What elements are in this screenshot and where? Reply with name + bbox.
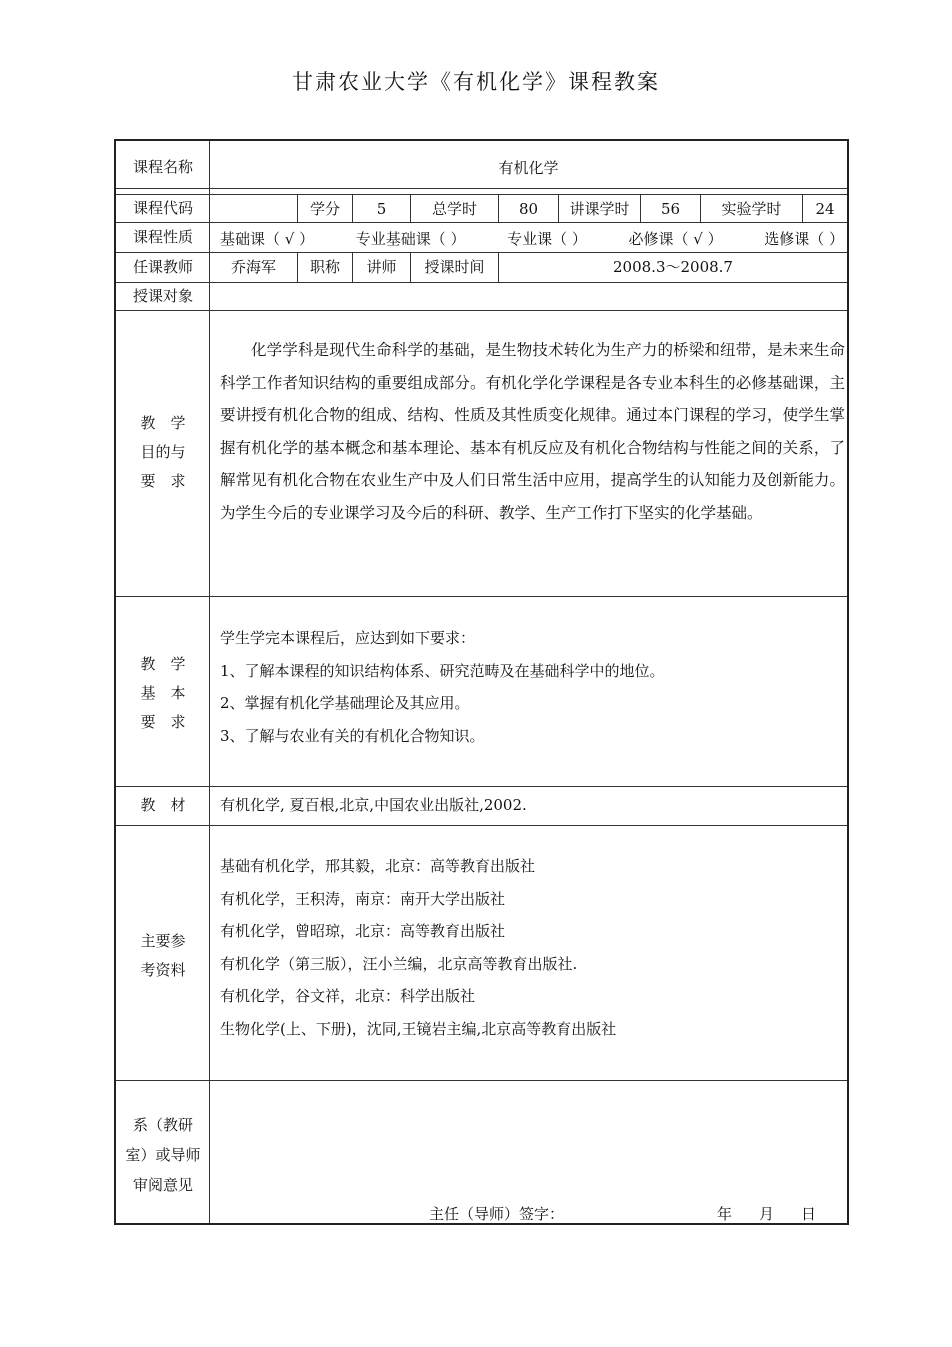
- row-divider: [116, 596, 847, 597]
- label-line: 考资料: [140, 961, 186, 979]
- reference-item: 生物化学(上、下册)，沈同,王镜岩主编,北京高等教育出版社: [220, 1019, 617, 1038]
- reference-item: 基础有机化学，邢其毅，北京：高等教育出版社: [220, 857, 536, 875]
- signature-month: 月: [759, 1205, 775, 1223]
- nature-option-professional-basic: 专业基础课（ ）: [355, 230, 466, 248]
- basic-requirements-label: [116, 650, 210, 737]
- label-line: 要 求: [140, 472, 186, 490]
- row-divider: [116, 310, 847, 311]
- label-line: 审阅意见: [132, 1176, 193, 1194]
- nature-option-elective: 选修课（ ）: [764, 230, 844, 248]
- label-line: 要 求: [140, 713, 186, 731]
- textbook-value: 有机化学, 夏百根,北京,中国农业出版社,2002.: [220, 796, 527, 814]
- nature-option-professional: 专业课（ ）: [507, 230, 587, 248]
- course-name-label: 课程名称: [132, 158, 193, 176]
- course-nature-label: 课程性质: [132, 228, 193, 246]
- lab-hours-label: 实验学时: [721, 200, 782, 218]
- course-code-label: 课程代码: [132, 199, 193, 217]
- basic-requirements-list: [220, 622, 665, 752]
- reference-item: 有机化学，曾昭琼，北京：高等教育出版社: [220, 922, 506, 940]
- period-label: 授课时间: [424, 258, 485, 276]
- requirement-item: 3、了解与农业有关的有机化合物知识。: [220, 726, 485, 745]
- label-line: 目的与: [140, 443, 186, 461]
- teaching-goals-paragraph: 化学学科是现代生命科学的基础，是生物技术转化为生产力的桥梁和纽带，是未来生命科学工作者知识结构的重要组成部分。有机化学化学课程是各专业本科生的必修基础课，主要讲授有机化合物的组成、结构、性质及其性质变化规律。通过本门课程的学习，使学生掌握有机化学的基本概念和基本理论、基本有机反应及有机化合物结构与性能之间的关系，了解常见有机化合物在农业生产中及人们日常生活中应用，提高学生的认知能力及创新能力。为学生今后的专业课学习及今后的科研、教学、生产工作打下坚实的化学基础。: [220, 341, 845, 522]
- teacher-value: 乔海军: [230, 258, 276, 276]
- label-line: 系（教研: [132, 1116, 193, 1134]
- reference-item: 有机化学，谷文祥，北京：科学出版社: [220, 987, 476, 1005]
- lesson-plan-table: [114, 139, 849, 1225]
- total-hours-label: 总学时: [431, 200, 477, 218]
- teacher-label: 任课教师: [132, 258, 193, 276]
- period-value: 2008.3～2008.7: [613, 258, 733, 276]
- references-label: [116, 927, 210, 985]
- row-divider: [116, 786, 847, 787]
- references-list: [220, 850, 616, 1045]
- row-divider: [116, 1080, 847, 1081]
- rank-value: 讲师: [366, 258, 397, 276]
- row-divider: [116, 222, 847, 223]
- signature-label: 主任（导师）签字：: [429, 1205, 565, 1223]
- requirement-item: 2、掌握有机化学基础理论及其应用。: [220, 694, 470, 712]
- reference-item: 有机化学，王积涛，南京：南开大学出版社: [220, 889, 506, 908]
- rank-label: 职称: [309, 258, 340, 276]
- row-divider: [116, 188, 847, 189]
- audience-label: 授课对象: [132, 287, 193, 305]
- lecture-hours-value: 56: [660, 200, 681, 218]
- credit-value: 5: [376, 200, 387, 218]
- page-title: 甘肃农业大学《有机化学》课程教案: [292, 70, 660, 94]
- nature-option-basic: 基础课（ √ ）: [220, 230, 315, 248]
- requirement-item: 学生学完本课程后，应达到如下要求：: [220, 629, 476, 647]
- total-hours-value: 80: [518, 200, 539, 218]
- row-divider: [116, 194, 847, 195]
- requirement-item: 1、了解本课程的知识结构体系、研究范畴及在基础科学中的地位。: [220, 661, 665, 680]
- review-label: [116, 1110, 210, 1200]
- textbook-label: 教 材: [140, 796, 186, 814]
- course-name-value: 有机化学: [498, 159, 559, 177]
- signature-day: 日: [801, 1205, 817, 1223]
- teaching-goals-text: [220, 334, 845, 529]
- label-line: 教 学: [140, 655, 186, 673]
- row-divider: [116, 282, 847, 283]
- label-line: 基 本: [140, 684, 186, 702]
- course-nature-options: [220, 225, 844, 253]
- reference-item: 有机化学（第三版），汪小兰编，北京高等教育出版社.: [220, 954, 578, 973]
- nature-option-required: 必修课（ √ ）: [628, 230, 723, 248]
- lecture-hours-label: 讲课学时: [569, 200, 630, 218]
- label-line: 主要参: [140, 932, 186, 950]
- lab-hours-value: 24: [815, 200, 835, 218]
- label-line: 室）或导师: [125, 1146, 201, 1164]
- signature-year: 年: [717, 1205, 733, 1223]
- label-line: 教 学: [140, 414, 186, 432]
- row-divider: [116, 825, 847, 826]
- teaching-goals-label: [116, 409, 210, 496]
- credit-label: 学分: [309, 200, 340, 218]
